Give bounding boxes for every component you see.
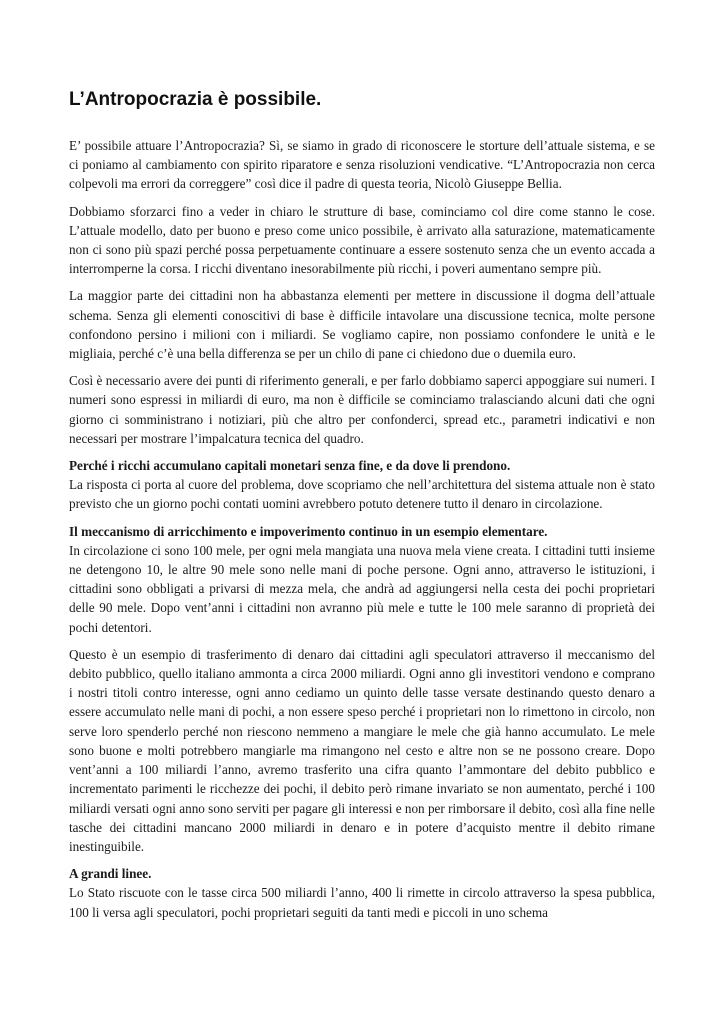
document-title: L’Antropocrazia è possibile. bbox=[69, 89, 322, 110]
paragraph-intro: E’ possibile attuare l’Antropocrazia? Sì, se siamo in grado di riconoscere le storture dell’attuale sistema, e se ci poniamo al cambiamento con spirito riparatore e senza risoluzioni vendicative. “L’Antropocrazia non cerca colpevoli ma errori da correggere” così dice il padre di questa teoria, Nicolò Giuseppe Bellia. bbox=[69, 138, 655, 192]
section-heading-accumulation: Perché i ricchi accumulano capitali monetari senza fine, e da dove li prendono. bbox=[69, 458, 511, 474]
document-page bbox=[69, 0, 655, 1024]
paragraph-apples-example: In circolazione ci sono 100 mele, per ogni mela mangiata una nuova mela viene creata. I cittadini tutti insieme ne detengono 10, le altre 90 mele sono nelle mani di poche persone. Ogni anno, attraverso le istituzioni, i cittadini sono obbligati a privarsi di mezza mela, che andrà ad aggiungersi nella cesta dei pochi proprietari delle 90 mele. Dopo vent’anni i cittadini non avranno più mele e tutte le 100 mele saranno di proprietà dei pochi detentori. bbox=[69, 542, 655, 635]
paragraph-structures: Dobbiamo sforzarci fino a veder in chiaro le strutture di base, cominciamo col dire come stanno le cose. L’attuale modello, dato per buono e preso come unico possibile, è arrivato alla saturazione, matematicamente non ci sono più spazi perché possa perpetuamente continuare a essere sostenuto senza che un evento accada a interromperne la corsa. I ricchi diventano inesorabilmente più ricchi, i poveri aumentano sempre più. bbox=[69, 203, 655, 277]
section-heading-overview: A grandi linee. bbox=[69, 866, 152, 882]
paragraph-public-debt: Questo è un esempio di trasferimento di denaro dai cittadini agli speculatori attraverso il meccanismo del debito pubblico, quello italiano ammonta a circa 2000 miliardi. Ogni anno gli investitori vendono e comprano i nostri titoli contro interesse, ogni anno cediamo un quinto delle tasse versate destinando questo denaro a essere accumulato nelle mani di pochi, a non essere speso perché i proprietari non lo rimettono in circolo, non serve loro spenderlo perché non riescono nemmeno a mangiare le mele che già hanno accumulato. Le mele sono buone e molti potrebbero mangiarle ma rimangono nel cesto e altre non se ne possono creare. Dopo vent’anni a 100 miliardi l’anno, avremo trasferito una cifra quanto l’ammontare del debito pubblico e incrementato parimenti le ricchezze dei pochi, il debito però rimane invariato se non aumentato, perché i 100 miliardi versati ogni anno sono serviti per pagare gli interessi e non per rimborsare il debito, così alla fine nelle tasche dei cittadini mancano 2000 miliardi in denaro e in potere d’acquisto mentre il debito rimane inestinguibile. bbox=[69, 646, 655, 854]
paragraph-state-taxes: Lo Stato riscuote con le tasse circa 500 miliardi l’anno, 400 li rimette in circolo attraverso la spesa pubblica, 100 li versa agli speculatori, pochi proprietari seguiti da tanti medi e piccoli in uno schema bbox=[69, 885, 655, 920]
paragraph-citizens: La maggior parte dei cittadini non ha abbastanza elementi per mettere in discussione il dogma dell’attuale schema. Senza gli elementi conoscitivi di base è difficile intavolare una discussione tecnica, molte persone confondono persino i milioni con i miliardi. Se vogliamo capire, non possiamo confondere le unità e le migliaia, perché c’è una bella differenza se per un chilo di pane ci chiedono due o duemila euro. bbox=[69, 288, 655, 362]
paragraph-accumulation: La risposta ci porta al cuore del problema, dove scopriamo che nell’architettura del sistema attuale non è stato previsto che un giorno pochi contati uomini avrebbero potuto detenere tutto il denaro in circolazione. bbox=[69, 477, 655, 512]
section-heading-mechanism: Il meccanismo di arricchimento e impoverimento continuo in un esempio elementare. bbox=[69, 523, 548, 539]
document-body bbox=[69, 136, 655, 922]
paragraph-numbers: Così è necessario avere dei punti di riferimento generali, e per farlo dobbiamo saperci appoggiare sui numeri. I numeri sono espressi in miliardi di euro, ma non è difficile se cominciamo tralasciando alcuni dati che ogni giorno ci somministrano i notiziari, più che altro per confonderci, spread etc., parametri indicativi e non necessari per mostrare l’impalcatura tecnica del quadro. bbox=[69, 373, 655, 446]
